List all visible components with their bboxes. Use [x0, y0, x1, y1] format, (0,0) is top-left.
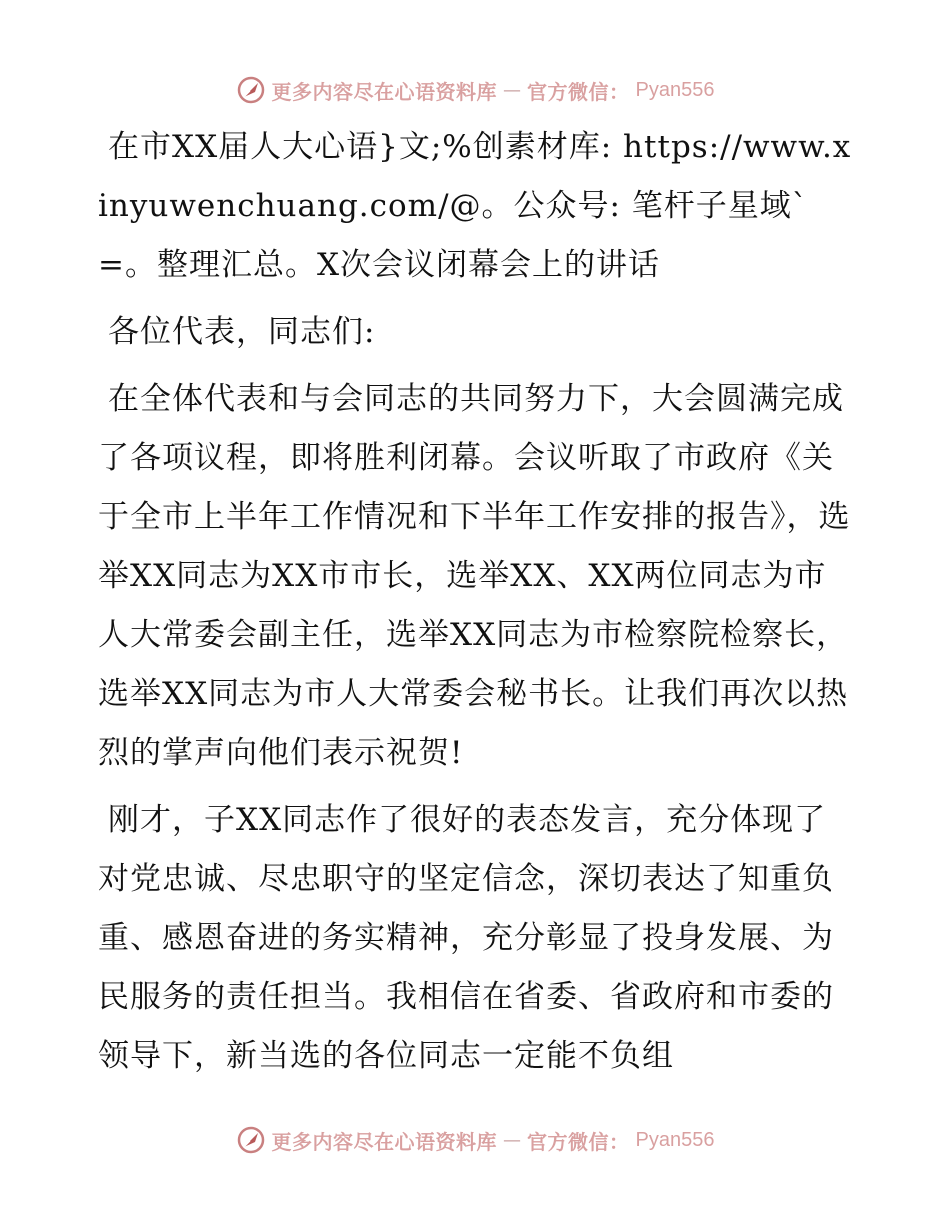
header-watermark-banner	[0, 70, 950, 110]
banner-official-label: 官方微信：	[527, 1129, 630, 1154]
feather-pen-circle-icon	[236, 75, 266, 105]
paragraph-2: 刚才，子XX同志作了很好的表态发言，充分体现了对党忠诚、尽忠职守的坚定信念，深切表达了知重负重、感恩奋进的务实精神，充分彰显了投身发展、为民服务的责任担当。我相信在省委、省政府和市委的领导下，新当选的各位同志一定能不负组	[98, 802, 834, 1074]
banner-official-label: 官方微信：	[527, 79, 630, 104]
banner-wechat-id: Pyan556	[635, 78, 715, 101]
banner-slogan: 更多内容尽在心语资料库	[271, 1129, 498, 1154]
document-body	[98, 118, 858, 1094]
paragraph-1: 在全体代表和与会同志的共同努力下，大会圆满完成了各项议程，即将胜利闭幕。会议听取了市政府《关于全市上半年工作情况和下半年工作安排的报告》，选举XX同志为XX市市长，选举XX、XX两位同志为市人大常委会副主任，选举XX同志为市检察院检察长，选举XX同志为市人大常委会秘书长。让我们再次以热烈的掌声向他们表示祝贺!	[98, 381, 851, 771]
banner-wechat-id: Pyan556	[635, 1128, 715, 1151]
document-title: 在市XX届人大心语}文;%创素材库: https://www.xinyuwenchuang.com/@。公众号: 笔杆子星域`=。整理汇总。X次会议闭幕会上的讲话	[98, 129, 852, 283]
banner-separator: —	[503, 1129, 522, 1151]
footer-watermark-banner	[0, 1120, 950, 1160]
banner-separator: —	[503, 79, 522, 101]
feather-pen-circle-icon	[236, 1125, 266, 1155]
salutation: 各位代表，同志们:	[108, 314, 376, 350]
banner-slogan: 更多内容尽在心语资料库	[271, 79, 498, 104]
